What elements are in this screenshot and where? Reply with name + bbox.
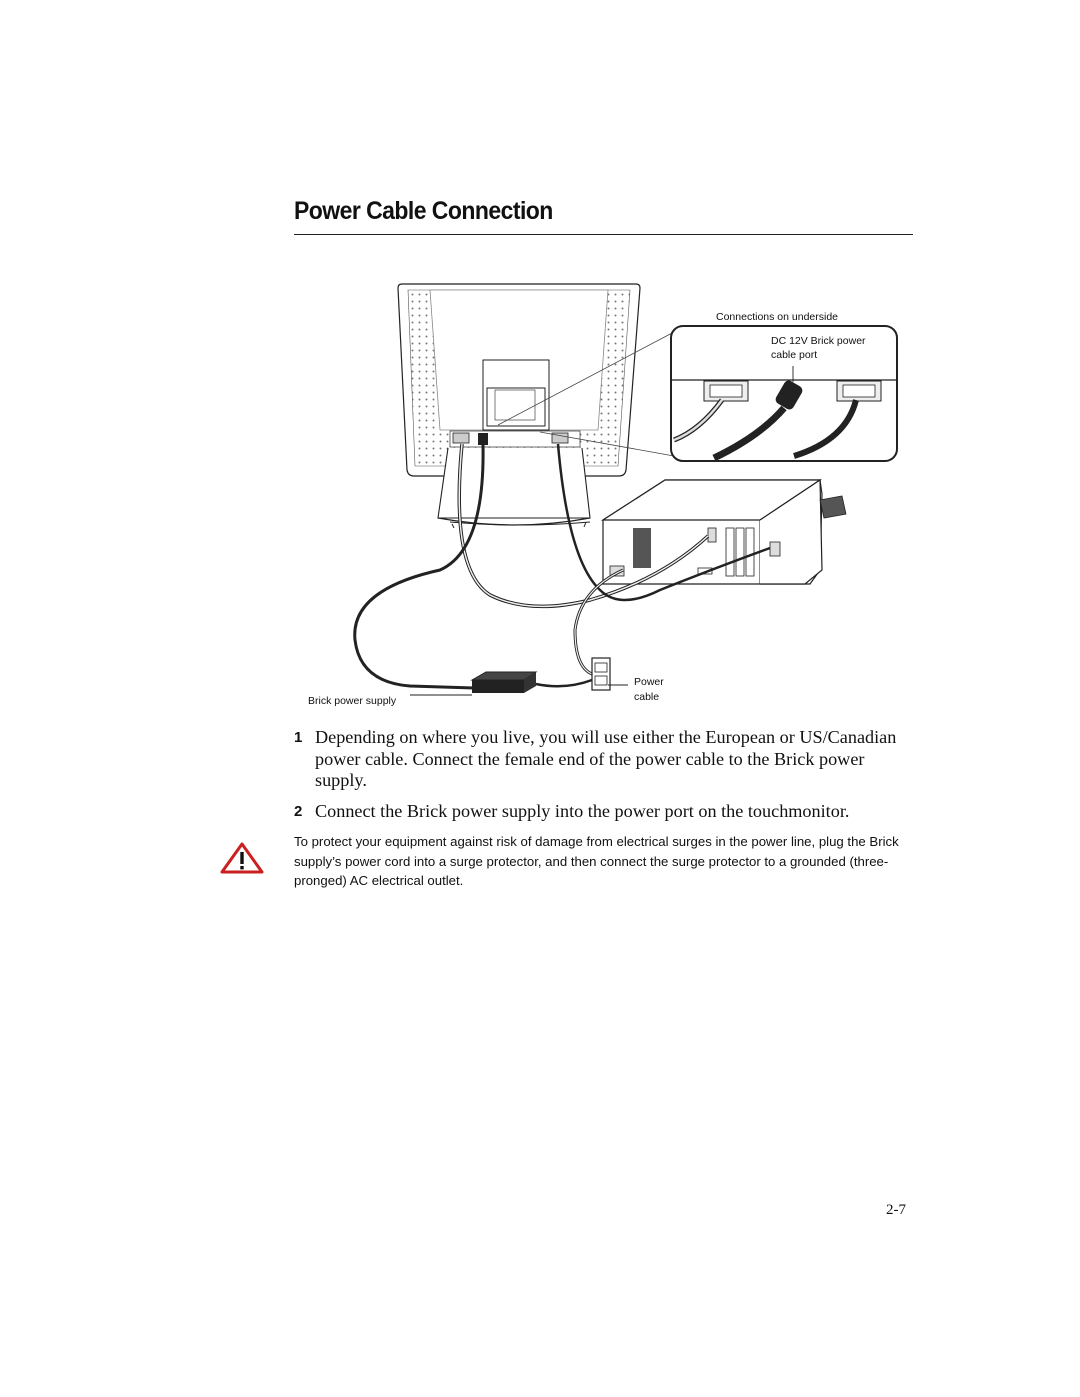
computer-illustration xyxy=(603,480,846,584)
connections-inset xyxy=(671,311,897,461)
step-2 xyxy=(294,801,919,823)
label-connections-underside: Connections on underside xyxy=(716,311,839,323)
warning-triangle-icon xyxy=(220,842,264,879)
step-1 xyxy=(294,727,919,792)
brick-power-supply xyxy=(472,672,592,693)
monitor-illustration xyxy=(398,284,640,528)
connection-diagram xyxy=(290,270,920,720)
label-dc-port-line2: cable port xyxy=(771,349,818,361)
label-dc-port-line1: DC 12V Brick power xyxy=(771,335,866,347)
label-brick-power-supply: Brick power supply xyxy=(308,695,397,707)
wall-outlet xyxy=(592,658,610,690)
connection-figure xyxy=(290,270,920,720)
step-number: 2 xyxy=(294,803,303,820)
step-number: 1 xyxy=(294,729,303,746)
step-text: Depending on where you live, you will use either the European or US/Canadian power cable. Connect the female end of the power cable to the Brick power supply. xyxy=(315,727,897,790)
title-rule xyxy=(294,234,913,235)
page-title: Power Cable Connection xyxy=(294,197,553,225)
label-power-cable-line2: cable xyxy=(634,691,660,703)
step-text: Connect the Brick power supply into the power port on the touchmonitor. xyxy=(315,801,850,821)
label-power-cable-line1: Power xyxy=(634,676,664,688)
page-number: 2-7 xyxy=(886,1202,906,1218)
warning-text: To protect your equipment against risk of damage from electrical surges in the power line, plug the Brick supply’s power cord into a surge protector, and then connect the surge protector to a grounded (three-pronged) AC electrical outlet. xyxy=(294,834,899,888)
